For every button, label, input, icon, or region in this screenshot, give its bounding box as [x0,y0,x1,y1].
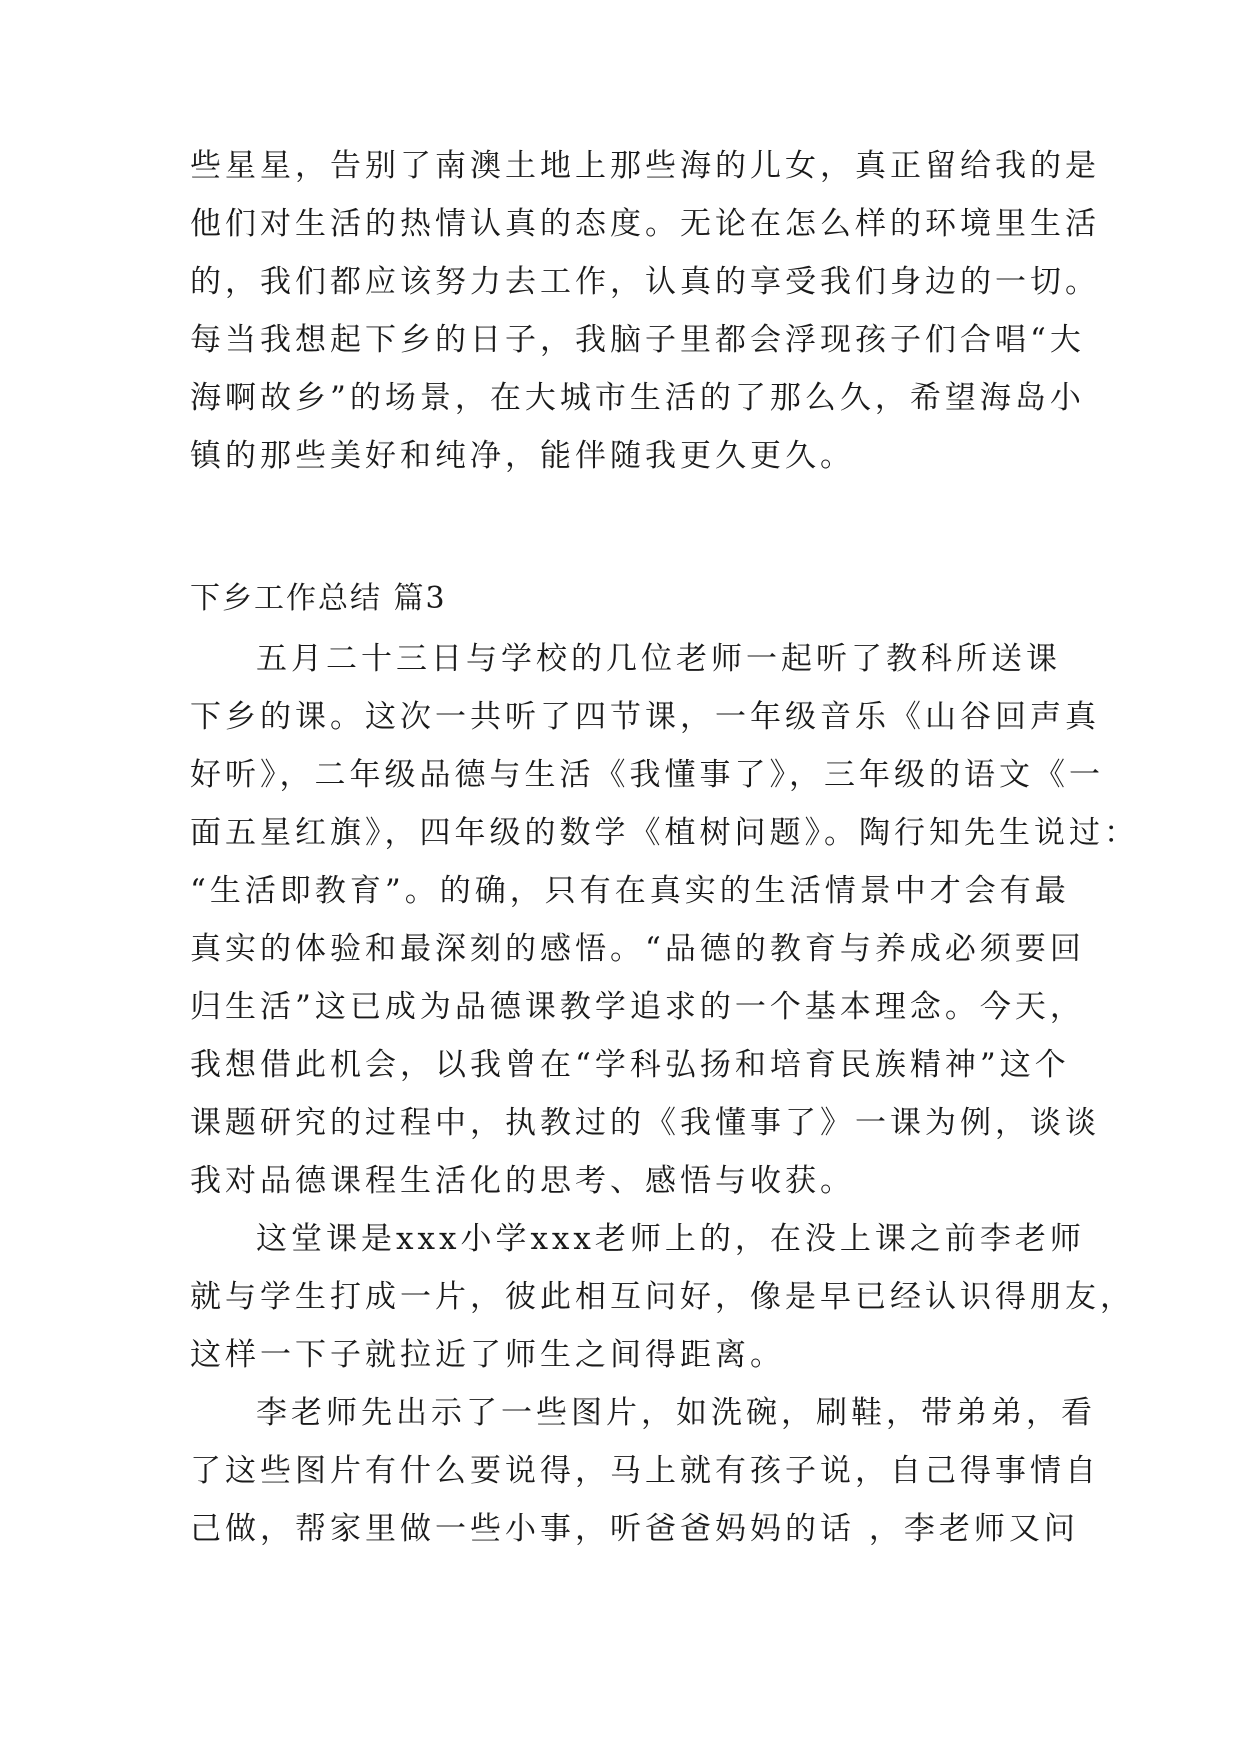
text-line: 面五星红旗》，四年级的数学《植树问题》。陶行知先生说过： [190,815,1139,851]
text-line: 李老师先出示了一些图片，如洗碗，刷鞋，带弟弟，看 [256,1395,1096,1431]
paragraph-3 [190,1384,1100,1558]
paragraph-continued [190,137,1100,485]
text-line: 五月二十三日与学校的几位老师一起听了教科所送课 [256,641,1061,677]
text-line: 些星星，告别了南澳土地上那些海的儿女，真正留给我的是 [190,148,1100,184]
text-line: 己做，帮家里做一些小事，听爸爸妈妈的话 ，李老师又问 [190,1511,1079,1547]
text-line: “生活即教育”。的确，只有在真实的生活情景中才会有最 [190,873,1070,909]
text-line: 镇的那些美好和纯净，能伴随我更久更久。 [190,438,855,474]
text-line: 就与学生打成一片，彼此相互问好，像是早已经认识得朋友， [190,1279,1135,1315]
text-line: 海啊故乡”的场景，在大城市生活的了那么久，希望海岛小 [190,380,1085,416]
text-line: 我想借此机会，以我曾在“学科弘扬和培育民族精神”这个 [190,1047,1070,1083]
text-line: 课题研究的过程中，执教过的《我懂事了》一课为例，谈谈 [190,1105,1100,1141]
text-line: 真实的体验和最深刻的感悟。“品德的教育与养成必须要回 [190,931,1085,967]
paragraph-1 [190,630,1139,1210]
text-line: 的，我们都应该努力去工作，认真的享受我们身边的一切。 [190,264,1100,300]
text-line: 好听》，二年级品德与生活《我懂事了》，三年级的语文《一 [190,757,1104,793]
text-line: 归生活”这已成为品德课教学追求的一个基本理念。今天， [190,989,1085,1025]
section-heading: 下乡工作总结 篇3 [190,581,447,616]
text-line: 下乡的课。这次一共听了四节课，一年级音乐《山谷回声真 [190,699,1100,735]
text-line: 这堂课是xxx小学xxx老师上的，在没上课之前李老师 [256,1221,1085,1257]
text-line: 了这些图片有什么要说得，马上就有孩子说，自己得事情自 [190,1453,1100,1489]
paragraph-2 [190,1210,1135,1384]
text-line: 这样一下子就拉近了师生之间得距离。 [190,1337,785,1373]
text-line: 他们对生活的热情认真的态度。无论在怎么样的环境里生活 [190,206,1100,242]
text-line: 我对品德课程生活化的思考、感悟与收获。 [190,1163,855,1199]
text-line: 每当我想起下乡的日子，我脑子里都会浮现孩子们合唱“大 [190,322,1085,358]
